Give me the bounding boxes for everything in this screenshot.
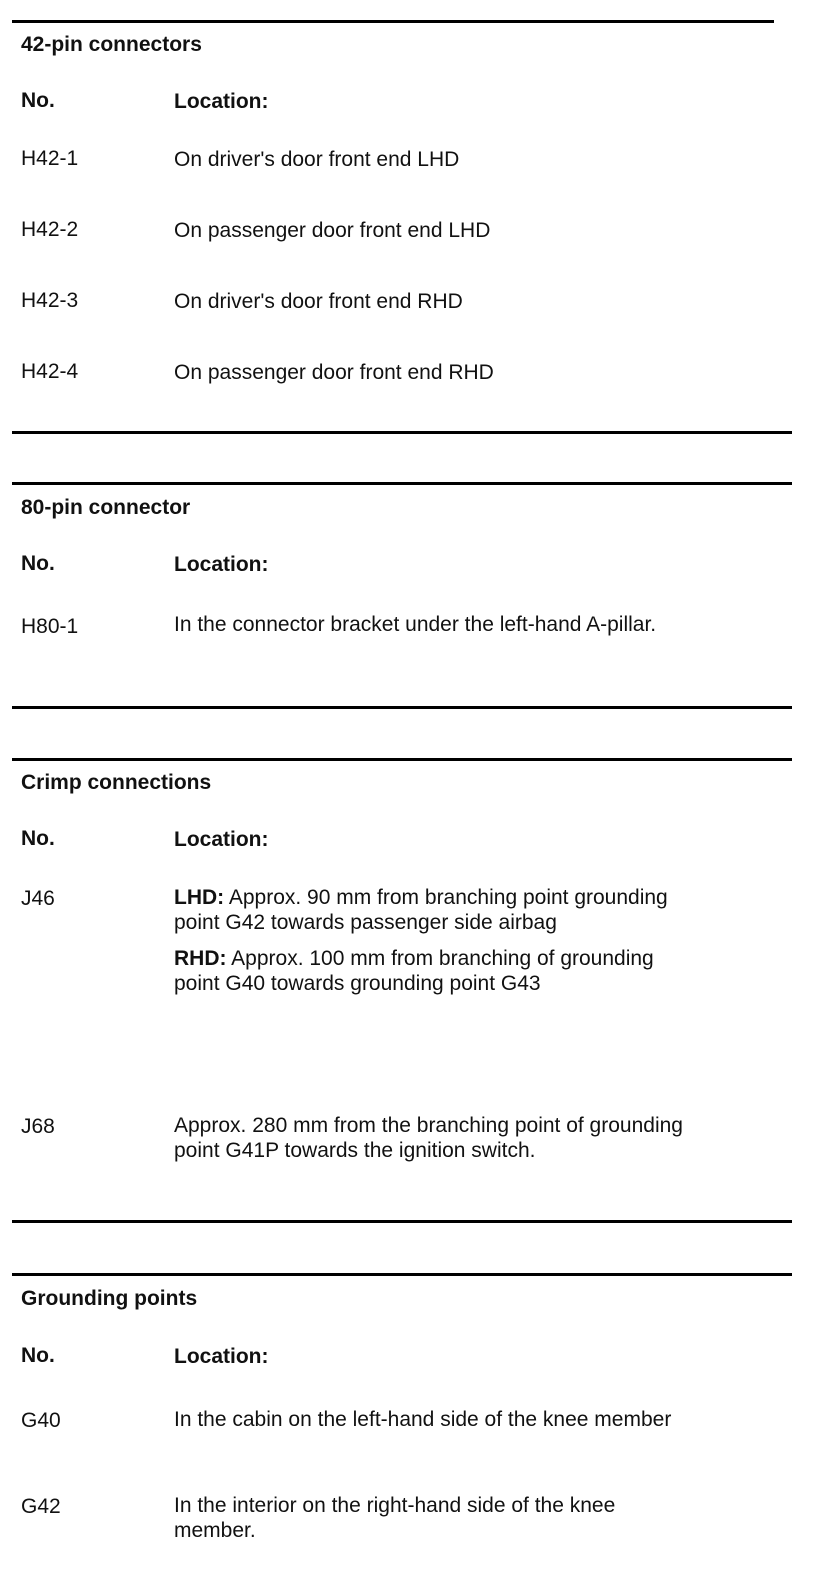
rhd-label: RHD: [174, 947, 227, 970]
row-location: Approx. 280 mm from the branching point of grounding point G41P towards the ignition switch. [174, 1114, 683, 1162]
row-location: On passenger door front end LHD [174, 219, 491, 242]
lhd-text: Approx. 90 mm from branching point grounding point G42 towards passenger side airbag [174, 886, 668, 934]
row-location: In the connector bracket under the left-hand A-pillar. [174, 613, 657, 636]
row-location: In the interior on the right-hand side of the knee member. [174, 1494, 616, 1542]
row-number: H42-2 [21, 218, 79, 241]
row-number: J68 [21, 1115, 55, 1138]
section-top-rule [12, 20, 774, 23]
row-number: J46 [21, 887, 55, 910]
location-column-header: Location: [174, 1345, 269, 1368]
no-column-header: No. [21, 552, 55, 575]
row-location [174, 885, 699, 996]
location-paragraph-rhd [174, 946, 699, 996]
location-column-header: Location: [174, 828, 269, 851]
no-column-header: No. [21, 1344, 55, 1367]
section-title: Crimp connections [21, 771, 212, 794]
lhd-label: LHD: [174, 886, 225, 909]
location-column-header: Location: [174, 90, 269, 113]
rhd-text: Approx. 100 mm from branching of grounding point G40 towards grounding point G43 [174, 947, 654, 995]
row-number: H42-1 [21, 147, 79, 170]
section-bottom-rule [12, 706, 792, 709]
location-column-header: Location: [174, 553, 269, 576]
section-bottom-rule [12, 1220, 792, 1223]
section-title: 80-pin connector [21, 496, 191, 519]
row-number: H42-3 [21, 289, 79, 312]
section-bottom-rule [12, 431, 792, 434]
row-number: G42 [21, 1495, 61, 1518]
section-title: 42-pin connectors [21, 33, 202, 56]
section-top-rule [12, 758, 792, 761]
row-number: H42-4 [21, 360, 79, 383]
section-top-rule [12, 1273, 792, 1276]
row-location: On driver's door front end LHD [174, 148, 460, 171]
section-title: Grounding points [21, 1287, 198, 1310]
no-column-header: No. [21, 89, 55, 112]
row-location: On passenger door front end RHD [174, 361, 494, 384]
row-number: G40 [21, 1409, 61, 1432]
section-top-rule [12, 482, 792, 485]
row-location: In the cabin on the left-hand side of the knee member [174, 1408, 672, 1431]
row-number: H80-1 [21, 615, 79, 638]
location-paragraph-lhd [174, 885, 699, 935]
row-location: On driver's door front end RHD [174, 290, 463, 313]
no-column-header: No. [21, 827, 55, 850]
